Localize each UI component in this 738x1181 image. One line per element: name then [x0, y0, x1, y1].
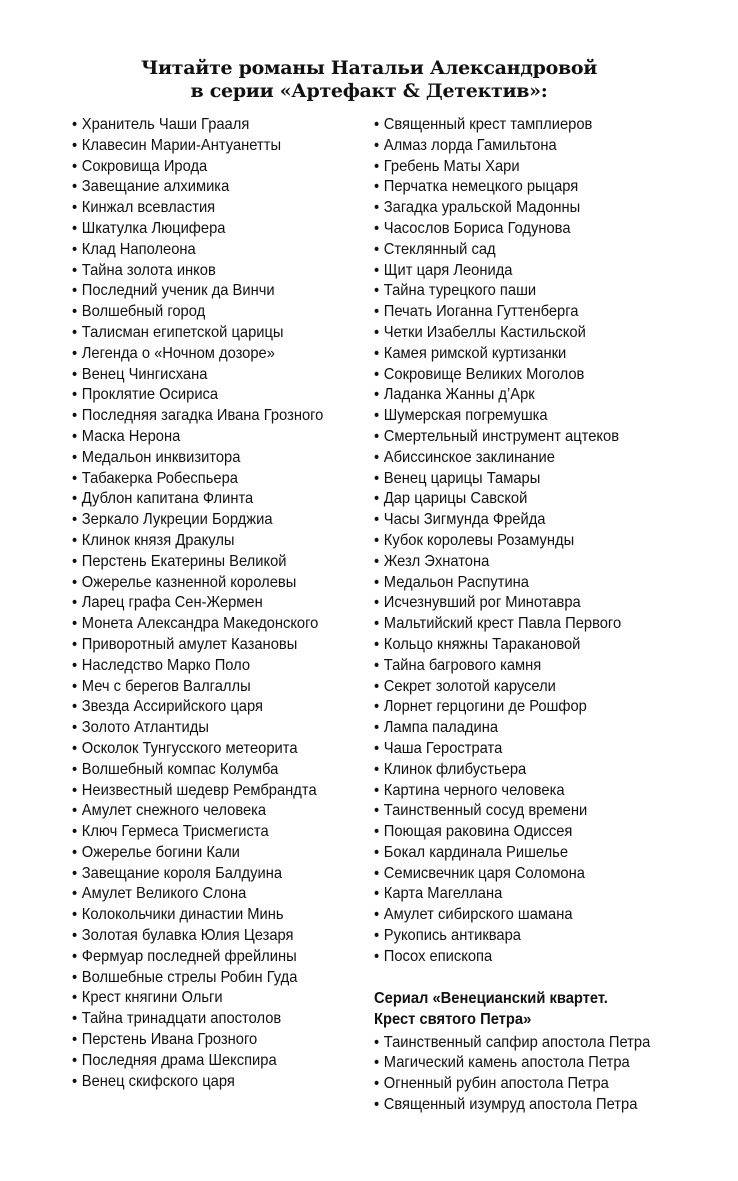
bullet-icon: • [72, 116, 78, 133]
book-list-left [72, 115, 362, 1092]
book-list-item [72, 531, 339, 552]
book-list-item [374, 489, 650, 510]
book-title: Перстень Ивана Грозного [81, 1031, 258, 1049]
book-title: Камея римской куртизанки [383, 344, 567, 362]
book-title: Секрет золотой карусели [383, 677, 556, 695]
book-title: Магический камень апостола Петра [383, 1054, 630, 1072]
book-title: Последняя загадка Ивана Грозного [81, 407, 324, 425]
series-title [374, 988, 650, 1030]
book-title: Бокал кардинала Ришелье [383, 843, 569, 861]
bullet-icon: • [374, 531, 380, 549]
book-list-item [72, 136, 339, 157]
book-list-item [374, 677, 650, 698]
bullet-icon: • [72, 136, 78, 154]
book-list-item [72, 988, 339, 1009]
book-title: Кубок королевы Розамунды [383, 531, 575, 549]
book-list-item [374, 136, 650, 157]
bullet-icon: • [72, 448, 78, 466]
series-book-list [374, 1033, 674, 1116]
bullet-icon: • [72, 386, 78, 404]
book-list-item [374, 656, 650, 677]
bullet-icon: • [374, 635, 380, 653]
book-title: Семисвечник царя Соломона [383, 864, 585, 882]
book-title: Часослов Бориса Годунова [383, 219, 571, 237]
bullet-icon: • [72, 1031, 78, 1049]
bullet-icon: • [72, 1072, 78, 1090]
book-list-item [72, 323, 339, 344]
book-list-item [72, 593, 339, 614]
book-list-item [72, 1072, 339, 1093]
bullet-icon: • [374, 427, 380, 445]
book-title: Ожерелье казненной королевы [81, 573, 297, 591]
book-title: Тайна турецкого паши [383, 282, 537, 300]
book-title: Тайна багрового камня [383, 656, 542, 674]
bullet-icon: • [374, 656, 380, 674]
book-list-item [374, 302, 650, 323]
right-column [374, 115, 674, 1116]
book-title: Перчатка немецкого рыцаря [383, 178, 579, 196]
book-list-item [374, 1033, 650, 1054]
book-list-item [72, 406, 339, 427]
book-list-right [374, 115, 674, 968]
book-title: Ларец графа Сен-Жермен [81, 594, 263, 612]
book-list-item [374, 157, 650, 178]
book-title: Загадка уральской Мадонны [383, 199, 581, 217]
bullet-icon: • [72, 303, 78, 321]
book-list-item [374, 1095, 650, 1116]
book-list-item [72, 926, 339, 947]
book-title: Медальон Распутина [383, 573, 529, 591]
bullet-icon: • [374, 906, 380, 924]
book-list-item [72, 510, 339, 531]
bullet-icon: • [72, 698, 78, 716]
bullet-icon: • [72, 199, 78, 217]
book-title: Зеркало Лукреции Борджиа [81, 511, 273, 529]
book-title: Жезл Эхнатона [383, 552, 490, 570]
heading-line-2: в серии «Артефакт & Детектив»: [190, 80, 548, 102]
series-title-line-1: Сериал «Венецианский квартет. [374, 989, 608, 1007]
book-list-item [374, 323, 650, 344]
bullet-icon: • [72, 677, 78, 695]
book-title: Неизвестный шедевр Рембрандта [81, 781, 317, 799]
book-title: Золотая булавка Юлия Цезаря [81, 927, 294, 945]
bullet-icon: • [72, 760, 78, 778]
book-list-item [374, 365, 650, 386]
book-title: Волшебный компас Колумба [81, 760, 279, 778]
bullet-icon: • [374, 594, 380, 612]
book-list-item [72, 718, 339, 739]
book-list-item [374, 760, 650, 781]
book-title: Дублон капитана Флинта [81, 490, 254, 508]
bullet-icon: • [72, 178, 78, 196]
book-list-item [374, 281, 650, 302]
book-list-item [374, 843, 650, 864]
bullet-icon: • [374, 615, 380, 633]
bullet-icon: • [374, 1033, 380, 1051]
book-title: Стеклянный сад [383, 240, 496, 258]
book-list-item [374, 635, 650, 656]
bullet-icon: • [374, 344, 380, 362]
book-list-item [72, 905, 339, 926]
book-title: Ладанка Жанны д’Арк [383, 386, 535, 404]
bullet-icon: • [72, 615, 78, 633]
bullet-icon: • [72, 407, 78, 425]
book-title: Волшебный город [81, 303, 206, 321]
book-list-item [72, 781, 339, 802]
book-list-item [72, 760, 339, 781]
book-list-item [72, 947, 339, 968]
book-title: Шумерская погремушка [383, 407, 548, 425]
bullet-icon: • [72, 552, 78, 570]
bullet-icon: • [374, 240, 380, 258]
book-title: Клинок князя Дракулы [81, 531, 235, 549]
book-list-item [72, 219, 339, 240]
book-title: Монета Александра Македонского [81, 615, 319, 633]
bullet-icon: • [72, 906, 78, 924]
book-title: Колокольчики династии Минь [81, 906, 284, 924]
bullet-icon: • [72, 719, 78, 737]
book-title: Клад Наполеона [81, 240, 196, 258]
bullet-icon: • [72, 635, 78, 653]
book-title: Лорнет герцогини де Рошфор [383, 698, 587, 716]
bullet-icon: • [72, 864, 78, 882]
book-list-item [374, 1053, 650, 1074]
book-list-item [72, 677, 339, 698]
book-title: Алмаз лорда Гамильтона [383, 136, 557, 154]
book-list-item [72, 697, 339, 718]
bullet-icon: • [374, 448, 380, 466]
bullet-icon: • [374, 261, 380, 279]
bullet-icon: • [374, 136, 380, 154]
book-list-item [374, 406, 650, 427]
bullet-icon: • [374, 885, 380, 903]
book-list-item [374, 448, 650, 469]
book-list-item [72, 489, 339, 510]
book-title: Маска Нерона [81, 427, 181, 445]
book-title: Волшебные стрелы Робин Гуда [81, 968, 298, 986]
book-list-item [72, 281, 339, 302]
bullet-icon: • [374, 199, 380, 217]
bullet-icon: • [374, 573, 380, 591]
book-title: Щит царя Леонида [383, 261, 513, 279]
book-list-item [72, 635, 339, 656]
book-title: Сокровище Великих Моголов [383, 365, 585, 383]
book-list-item [374, 864, 650, 885]
book-title: Картина черного человека [383, 781, 565, 799]
book-list-item [72, 884, 339, 905]
bullet-icon: • [374, 178, 380, 196]
book-list-item [374, 510, 650, 531]
book-title: Карта Магеллана [383, 885, 503, 903]
bullet-icon: • [72, 656, 78, 674]
book-title: Чаша Герострата [383, 739, 503, 757]
bullet-icon: • [72, 802, 78, 820]
bullet-icon: • [72, 490, 78, 508]
book-title: Тайна золота инков [81, 261, 216, 279]
book-title: Клавесин Марии-Антуанетты [81, 136, 282, 154]
book-title: Крест княгини Ольги [81, 989, 223, 1007]
book-title: Проклятие Осириса [81, 386, 219, 404]
book-list-item [374, 385, 650, 406]
book-title: Кинжал всевластия [81, 199, 216, 217]
bullet-icon: • [374, 1096, 380, 1114]
bullet-icon: • [374, 407, 380, 425]
book-title: Приворотный амулет Казановы [81, 635, 298, 653]
book-list-item [72, 1030, 339, 1051]
book-title: Шкатулка Люцифера [81, 219, 226, 237]
heading-line-1: Читайте романы Натальи Александровой [140, 57, 598, 79]
book-title: Завещание алхимика [81, 178, 230, 196]
bullet-icon: • [374, 323, 380, 341]
page-heading [0, 57, 738, 103]
book-list-item [72, 344, 339, 365]
book-title: Клинок флибустьера [383, 760, 527, 778]
book-list-item [374, 427, 650, 448]
bullet-icon: • [374, 864, 380, 882]
book-title: Фермуар последней фрейлины [81, 947, 297, 965]
bullet-icon: • [374, 469, 380, 487]
book-list-item [374, 593, 650, 614]
bullet-icon: • [374, 927, 380, 945]
book-list-item [374, 219, 650, 240]
bullet-icon: • [72, 531, 78, 549]
bullet-icon: • [374, 947, 380, 965]
book-title: Рукопись антиквара [383, 927, 521, 945]
book-title: Печать Иоганна Гуттенберга [383, 303, 579, 321]
book-list-item [72, 656, 339, 677]
book-title: Смертельный инструмент ацтеков [383, 427, 620, 445]
book-title: Священный изумруд апостола Петра [383, 1096, 638, 1114]
book-title: Исчезнувший рог Минотавра [383, 594, 581, 612]
book-title: Таинственный сосуд времени [383, 802, 588, 820]
bullet-icon: • [374, 843, 380, 861]
book-list-item [72, 614, 339, 635]
bullet-icon: • [72, 843, 78, 861]
book-list-item [72, 157, 339, 178]
book-title: Дар царицы Савской [383, 490, 528, 508]
bullet-icon: • [72, 261, 78, 279]
book-title: Последний ученик да Винчи [81, 282, 275, 300]
bullet-icon: • [374, 490, 380, 508]
bullet-icon: • [374, 677, 380, 695]
book-list-item [72, 739, 339, 760]
book-title: Кольцо княжны Таракановой [383, 635, 581, 653]
bullet-icon: • [374, 760, 380, 778]
book-title: Таинственный сапфир апостола Петра [383, 1033, 651, 1051]
book-title: Амулет снежного человека [81, 802, 267, 820]
bullet-icon: • [72, 323, 78, 341]
bullet-icon: • [374, 116, 380, 133]
book-list-item [374, 947, 650, 968]
book-list-item [374, 552, 650, 573]
book-title: Венец Чингисхана [81, 365, 208, 383]
left-column [72, 115, 362, 1092]
bullet-icon: • [374, 511, 380, 529]
book-list-item [374, 718, 650, 739]
bullet-icon: • [374, 1054, 380, 1072]
book-title: Амулет сибирского шамана [383, 906, 573, 924]
bullet-icon: • [72, 989, 78, 1007]
bullet-icon: • [72, 968, 78, 986]
bullet-icon: • [72, 927, 78, 945]
book-list-item [72, 302, 339, 323]
book-title: Абиссинское заклинание [383, 448, 555, 466]
book-list-item [374, 573, 650, 594]
book-title: Часы Зигмунда Фрейда [383, 511, 546, 529]
book-list-item [374, 469, 650, 490]
book-list-item [72, 385, 339, 406]
book-list-item [72, 822, 339, 843]
book-list-item [72, 552, 339, 573]
bullet-icon: • [374, 781, 380, 799]
bullet-icon: • [72, 573, 78, 591]
book-list-item [72, 573, 339, 594]
bullet-icon: • [72, 469, 78, 487]
bullet-icon: • [72, 823, 78, 841]
book-title: Венец скифского царя [81, 1072, 235, 1090]
book-list-item [374, 261, 650, 282]
bullet-icon: • [374, 739, 380, 757]
book-list-item [72, 469, 339, 490]
bullet-icon: • [72, 344, 78, 362]
bullet-icon: • [374, 365, 380, 383]
book-title: Четки Изабеллы Кастильской [383, 323, 586, 341]
book-list-item [72, 1009, 339, 1030]
book-list-item [72, 261, 339, 282]
bullet-icon: • [72, 885, 78, 903]
bullet-icon: • [374, 219, 380, 237]
bullet-icon: • [374, 157, 380, 175]
bullet-icon: • [72, 219, 78, 237]
bullet-icon: • [374, 386, 380, 404]
book-title: Медальон инквизитора [81, 448, 241, 466]
bullet-icon: • [374, 698, 380, 716]
bullet-icon: • [72, 427, 78, 445]
book-title: Ключ Гермеса Трисмегиста [81, 823, 269, 841]
bullet-icon: • [72, 947, 78, 965]
book-list-item [72, 198, 339, 219]
bullet-icon: • [374, 303, 380, 321]
book-list-item [374, 739, 650, 760]
book-list-item [374, 115, 650, 136]
book-title: Ожерелье богини Кали [81, 843, 240, 861]
bullet-icon: • [72, 781, 78, 799]
book-list-item [72, 177, 339, 198]
bullet-icon: • [374, 552, 380, 570]
bullet-icon: • [72, 240, 78, 258]
book-title: Табакерка Робеспьера [81, 469, 238, 487]
book-title: Венец царицы Тамары [383, 469, 541, 487]
bullet-icon: • [72, 594, 78, 612]
bullet-icon: • [374, 282, 380, 300]
book-list-item [374, 884, 650, 905]
book-list-item [72, 448, 339, 469]
book-title: Поющая раковина Одиссея [383, 823, 573, 841]
book-title: Тайна тринадцати апостолов [81, 1010, 282, 1028]
book-list-item [374, 198, 650, 219]
book-title: Посох епископа [383, 947, 493, 965]
book-list-item [374, 240, 650, 261]
book-title: Священный крест тамплиеров [383, 116, 593, 133]
book-list-item [374, 1074, 650, 1095]
bullet-icon: • [72, 1051, 78, 1069]
book-title: Осколок Тунгусского метеорита [81, 739, 298, 757]
bullet-icon: • [72, 365, 78, 383]
book-list-item [374, 781, 650, 802]
bullet-icon: • [72, 282, 78, 300]
book-list-item [72, 801, 339, 822]
book-title: Амулет Великого Слона [81, 885, 247, 903]
book-list-item [374, 926, 650, 947]
bullet-icon: • [72, 1010, 78, 1028]
book-list-item [72, 365, 339, 386]
book-title: Завещание короля Балдуина [81, 864, 283, 882]
book-title: Хранитель Чаши Грааля [81, 116, 250, 133]
book-list-item [72, 427, 339, 448]
bullet-icon: • [374, 719, 380, 737]
book-list-item [374, 697, 650, 718]
book-list-item [72, 968, 339, 989]
book-title: Мальтийский крест Павла Первого [383, 615, 622, 633]
book-list-item [374, 801, 650, 822]
book-title: Лампа паладина [383, 719, 499, 737]
book-list-item [374, 344, 650, 365]
book-list-item [374, 177, 650, 198]
book-list-item [72, 864, 339, 885]
book-list-item [72, 115, 339, 136]
book-title: Сокровища Ирода [81, 157, 208, 175]
book-title: Золото Атлантиды [81, 719, 209, 737]
book-list-item [374, 905, 650, 926]
bullet-icon: • [374, 1075, 380, 1093]
book-list-item [374, 614, 650, 635]
book-title: Талисман египетской царицы [81, 323, 284, 341]
bullet-icon: • [72, 511, 78, 529]
bullet-icon: • [72, 739, 78, 757]
book-title: Звезда Ассирийского царя [81, 698, 263, 716]
series-title-line-2: Крест святого Петра» [374, 1010, 532, 1028]
bullet-icon: • [374, 823, 380, 841]
book-title: Гребень Маты Хари [383, 157, 520, 175]
book-list-item [72, 843, 339, 864]
book-list-item [72, 1051, 339, 1072]
book-title: Огненный рубин апостола Петра [383, 1075, 609, 1093]
book-title: Последняя драма Шекспира [81, 1051, 277, 1069]
book-list-item [374, 531, 650, 552]
book-list-item [374, 822, 650, 843]
bullet-icon: • [374, 802, 380, 820]
book-title: Перстень Екатерины Великой [81, 552, 287, 570]
bullet-icon: • [72, 157, 78, 175]
book-title: Легенда о «Ночном дозоре» [81, 344, 275, 362]
book-title: Меч с берегов Валгаллы [81, 677, 251, 695]
book-title: Наследство Марко Поло [81, 656, 251, 674]
book-list-item [72, 240, 339, 261]
